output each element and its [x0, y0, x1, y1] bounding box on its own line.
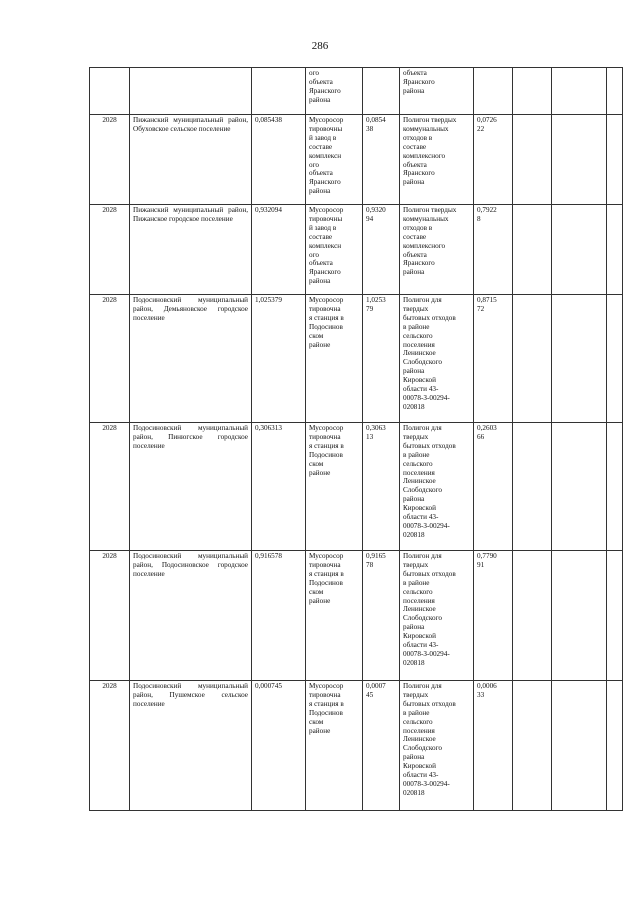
table-row: [90, 423, 623, 551]
volume-cell: 0,085438: [252, 115, 306, 205]
volume-cell: 1,025379: [252, 295, 306, 423]
volume2-cell: 0,0007 45: [363, 681, 400, 811]
volume2-cell: 0,3063 13: [363, 423, 400, 551]
year-cell: 2028: [90, 205, 130, 295]
table-row: [90, 295, 623, 423]
table-cell: [552, 681, 607, 811]
facility-cell: Мусоросор тировочны й завод в составе комплексн ого объекта Яранского района: [306, 205, 363, 295]
table-cell: [513, 68, 552, 115]
table-cell: [607, 423, 623, 551]
year-cell: 2028: [90, 681, 130, 811]
table-cell: [552, 295, 607, 423]
table-cell: [552, 115, 607, 205]
table-row: [90, 205, 623, 295]
facility-cell: Мусоросор тировочна я станция в Подосинов ском районе: [306, 551, 363, 681]
table-cell: [552, 68, 607, 115]
table-cell: [513, 295, 552, 423]
destination-cell: Полигон для твердых бытовых отходов в районе сельского поселения Ленинское Слободского района Кировской области 43- 00078-З-00294- 020818: [400, 423, 474, 551]
area-cell: Подосиновский муниципальный район, Подосиновское городское поселение: [130, 551, 252, 681]
table-cell: [552, 551, 607, 681]
table-cell: [513, 205, 552, 295]
destination-cell: объекта Яранского района: [400, 68, 474, 115]
table-cell: [607, 681, 623, 811]
table-row-continuation: [90, 68, 623, 115]
facility-cell: Мусоросор тировочна я станция в Подосинов ском районе: [306, 295, 363, 423]
area-cell: Пижанский муниципальный район, Обуховское сельское поселение: [130, 115, 252, 205]
table-cell: [513, 551, 552, 681]
volume-cell: 0,932094: [252, 205, 306, 295]
volume2-cell: 0,0854 38: [363, 115, 400, 205]
table-cell: [552, 423, 607, 551]
facility-cell: Мусоросор тировочны й завод в составе комплексн ого объекта Яранского района: [306, 115, 363, 205]
table-cell: [607, 295, 623, 423]
table-cell: [513, 681, 552, 811]
table-cell: [607, 205, 623, 295]
volume3-cell: 0,7790 91: [474, 551, 513, 681]
volume-cell: 0,000745: [252, 681, 306, 811]
volume-cell: 0,306313: [252, 423, 306, 551]
destination-cell: Полигон для твердых бытовых отходов в районе сельского поселения Ленинское Слободского района Кировской области 43- 00078-З-00294- 020818: [400, 551, 474, 681]
table-cell: [90, 68, 130, 115]
volume3-cell: 0,8715 72: [474, 295, 513, 423]
destination-cell: Полигон твердых коммунальных отходов в составе комплексного объекта Яранского района: [400, 205, 474, 295]
table-cell: [513, 423, 552, 551]
table-cell: [607, 551, 623, 681]
volume3-cell: 0,0006 33: [474, 681, 513, 811]
volume3-cell: 0,0726 22: [474, 115, 513, 205]
area-cell: Подосиновский муниципальный район, Демьяновское городское поселение: [130, 295, 252, 423]
destination-cell: Полигон для твердых бытовых отходов в районе сельского поселения Ленинское Слободского района Кировской области 43- 00078-З-00294- 020818: [400, 295, 474, 423]
table-cell: [607, 115, 623, 205]
volume3-cell: 0,2603 66: [474, 423, 513, 551]
table-cell: [363, 68, 400, 115]
volume-cell: 0,916578: [252, 551, 306, 681]
table-row: [90, 115, 623, 205]
table-cell: [252, 68, 306, 115]
volume3-cell: 0,7922 8: [474, 205, 513, 295]
table-cell: [474, 68, 513, 115]
table-cell: [607, 68, 623, 115]
page-number: 286: [311, 40, 329, 52]
area-cell: Подосиновский муниципальный район, Пушемское сельское поселение: [130, 681, 252, 811]
volume2-cell: 0,9320 94: [363, 205, 400, 295]
table-row: [90, 551, 623, 681]
year-cell: 2028: [90, 423, 130, 551]
destination-cell: Полигон твердых коммунальных отходов в составе комплексного объекта Яранского района: [400, 115, 474, 205]
facility-cell: ого объекта Яранского района: [306, 68, 363, 115]
area-cell: Пижанский муниципальный район, Пижанское городское поселение: [130, 205, 252, 295]
facility-cell: Мусоросор тировочна я станция в Подосинов ском районе: [306, 423, 363, 551]
year-cell: 2028: [90, 295, 130, 423]
table-row: [90, 681, 623, 811]
volume2-cell: 1,0253 79: [363, 295, 400, 423]
year-cell: 2028: [90, 115, 130, 205]
facility-cell: Мусоросор тировочна я станция в Подосинов ском районе: [306, 681, 363, 811]
destination-cell: Полигон для твердых бытовых отходов в районе сельского поселения Ленинское Слободского района Кировской области 43- 00078-З-00294- 020818: [400, 681, 474, 811]
year-cell: 2028: [90, 551, 130, 681]
table-cell: [513, 115, 552, 205]
volume2-cell: 0,9165 78: [363, 551, 400, 681]
area-cell: Подосиновский муниципальный район, Пинюгское городское поселение: [130, 423, 252, 551]
table-cell: [130, 68, 252, 115]
table-cell: [552, 205, 607, 295]
waste-flow-table: [89, 67, 623, 811]
